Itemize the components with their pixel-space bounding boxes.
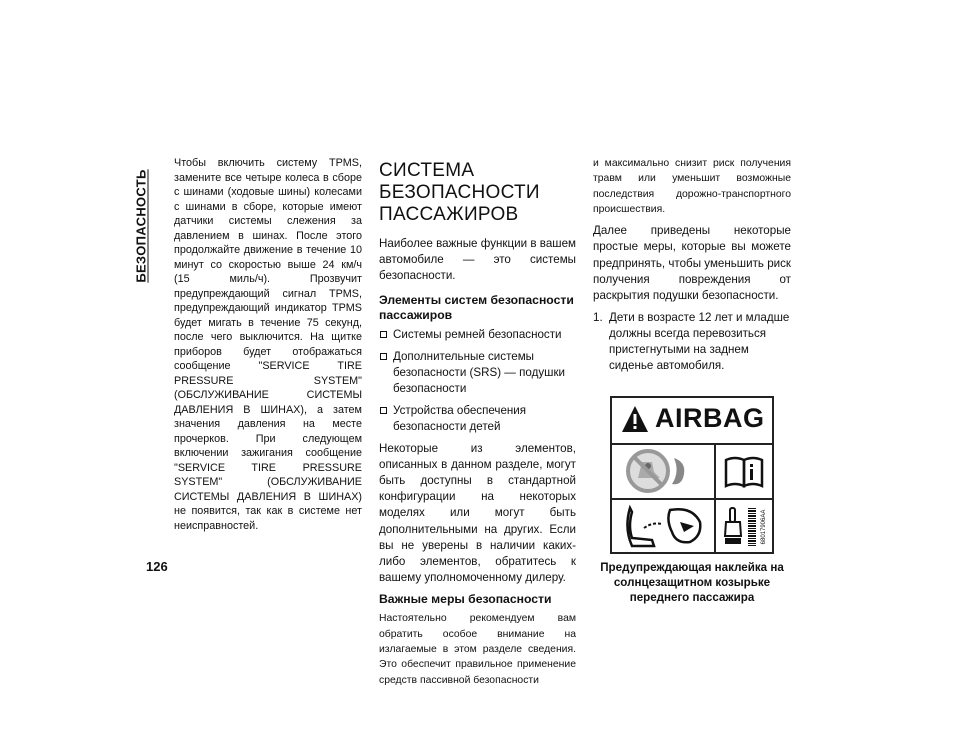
- subheading-precautions: Важные меры безопасности: [379, 592, 552, 607]
- bullet-text: Устройства обеспечения безопасности детей: [393, 403, 527, 433]
- checkbox-bullet-icon: [380, 331, 387, 338]
- airbag-warning-label: [610, 396, 774, 554]
- page-number: 126: [146, 559, 168, 574]
- label-divider: [612, 498, 772, 500]
- column-left: [174, 156, 362, 533]
- warning-triangle-icon: [620, 404, 650, 434]
- measures-paragraph: Далее приведены некоторые простые меры, которые вы можете предпринять, чтобы уменьшить риск получения повреждения от раскрытия подушки безопасности.: [593, 224, 791, 302]
- subheading-elements: Элементы систем безопасности пассажиров: [379, 292, 574, 322]
- item-text: Дети в возрасте 12 лет и младше должны всегда перевозиться пристегнутыми на заднем сиденье автомобиля.: [609, 311, 790, 373]
- column-middle: [379, 156, 576, 688]
- numbered-item: [593, 310, 791, 374]
- airbag-label-text: AIRBAG: [655, 403, 765, 434]
- precautions-paragraph: Настоятельно рекомендуем вам обратить особое внимание на излагаемые в этом разделе сведения. Это обеспечит правильное применение средств пассивной безопасности: [379, 613, 576, 686]
- section-title-line1: СИСТЕМА БЕЗОПАСНОСТИ: [379, 160, 540, 203]
- label-part-code: 68017906AA: [761, 509, 767, 545]
- checkbox-bullet-icon: [380, 407, 387, 414]
- checkbox-bullet-icon: [380, 353, 387, 360]
- tpms-paragraph: Чтобы включить систему TPMS, замените все четыре колеса в сборе с шинами (ходовые шины) колесами с шинами в сборе, которые имеют датчики системы слежения за давлением в шинах. После этого продолжайте движение в течение 10 минут со скоростью выше 24 км/ч (15 миль/ч). Прозвучит предупреждающий сигнал TPMS, предупреждающий индикатор TPMS будет мигать в течение 75 секунд, после чего выключится. На щитке приборов будет отображаться сообщение "SERVICE TIRE PRESSURE SYSTEM" (ОБСЛУЖИВАНИЕ СИСТЕМЫ ДАВЛЕНИЯ В ШИНАХ), а затем значения давления на месте прочерков. При следующем включении зажигания сообщение "SERVICE TIRE PRESSURE SYSTEM" (ОБСЛУЖИВАНИЕ СИСТЕМЫ ДАВЛЕНИЯ В ШИНАХ) не появится, так как в системе нет неисправностей.: [174, 157, 362, 532]
- no-child-seat-icon: [624, 448, 700, 494]
- bullet-item: [379, 403, 576, 435]
- section-side-tab-label: БЕЗОПАСНОСТЬ: [133, 169, 149, 283]
- item-number: 1.: [593, 311, 603, 325]
- seat-airbag-icon: [622, 504, 708, 550]
- figure-caption: Предупреждающая наклейка на солнцезащитном козырьке переднего пассажира: [600, 561, 784, 605]
- bullet-item: [379, 349, 576, 397]
- availability-paragraph: Некоторые из элементов, описанных в данном разделе, могут быть доступны в стандартной конфигурации на некоторых моделях или могут быть дополнительными на других. Если вы не уверены в наличии каких-либо элементов, обратитесь к вашему уполномоченному дилеру.: [379, 441, 576, 585]
- section-side-tab: [131, 166, 151, 286]
- bullet-text: Дополнительные системы безопасности (SRS) — подушки безопасности: [393, 349, 565, 395]
- bullet-text: Системы ремней безопасности: [393, 327, 562, 341]
- airbag-label-header: [612, 398, 772, 445]
- pointing-hand-icon: [722, 506, 744, 546]
- bullet-item: [379, 327, 576, 343]
- section-title-line2: ПАССАЖИРОВ: [379, 204, 519, 225]
- section-title: [379, 160, 576, 226]
- barcode: [748, 508, 756, 546]
- intro-paragraph: Наиболее важные функции в вашем автомобиле — это системы безопасности.: [379, 237, 576, 283]
- label-divider: [714, 443, 716, 552]
- manual-book-icon: [724, 454, 764, 488]
- column-right: [593, 156, 791, 605]
- continued-paragraph: и максимально снизит риск получения травм или уменьшит возможные последствия дорожно-транспортного происшествия.: [593, 158, 791, 215]
